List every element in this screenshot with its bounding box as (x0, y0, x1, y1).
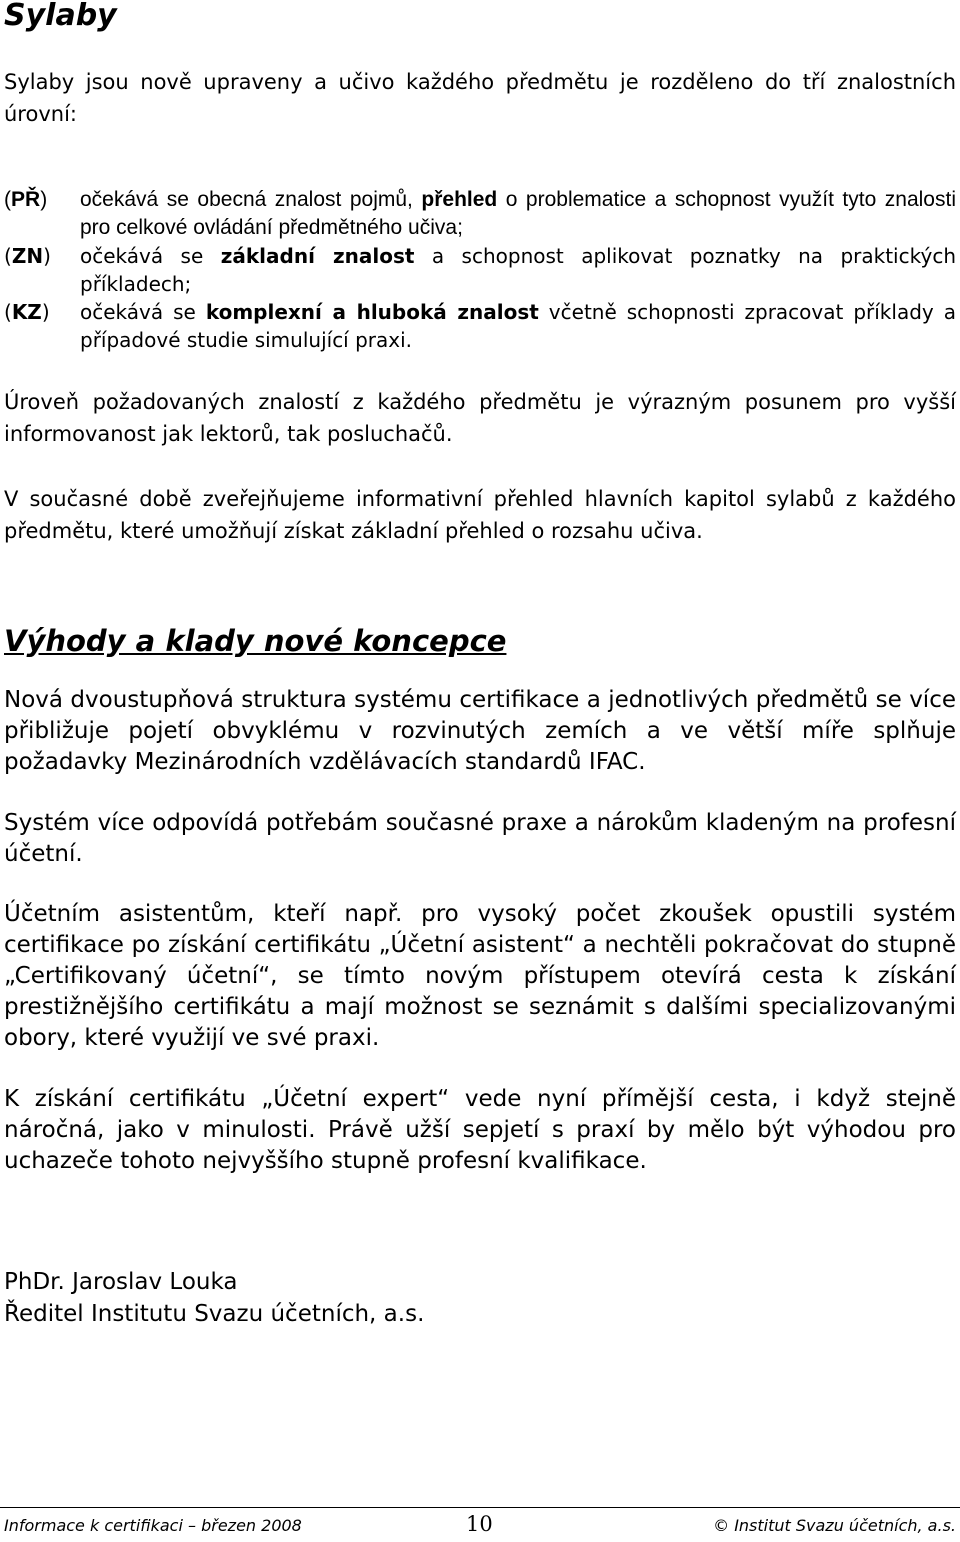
knowledge-levels-list (4, 186, 956, 354)
level-code: (PŘ) (4, 188, 48, 211)
footer-right-text: Institut Svazu účetních, a.s. (734, 1516, 956, 1535)
signature-name: PhDr. Jaroslav Louka (4, 1269, 238, 1295)
footer-right (713, 1512, 956, 1540)
page-number: 10 (466, 1512, 493, 1536)
current-overview-paragraph: V současné době zveřejňujeme informativní přehled hlavních kapitol sylabů z každého předmětu, které umožňují získat základní přehled o rozsahu učiva. (4, 487, 956, 543)
level-item-kz: (KZ) očekává se komplexní a hluboká znalost včetně schopnosti zpracovat příklady a případové studie simulující praxi. (4, 300, 956, 352)
expert-paragraph: K získání certifikátu „Účetní expert“ vede nyní přímější cesta, i když stejně náročná, jako v minulosti. Právě užší sepjetí s praxí by mělo být výhodou pro uchazeče tohoto nejvyššího stupně profesní kvalifikace. (4, 1086, 956, 1174)
level-item-pr: (PŘ) očekává se obecná znalost pojmů, přehled o problematice a schopnost využít tyto znalosti pro celkové ovládání předmětného učiva; (4, 188, 956, 239)
level-paragraph: Úroveň požadovaných znalostí z každého předmětu je výrazným posunem pro vyšší informovanost jak lektorů, tak posluchačů. (4, 390, 956, 446)
level-code: (KZ) (4, 300, 50, 324)
copyright-icon: © (713, 1516, 730, 1535)
page-footer (0, 1512, 960, 1542)
assistant-paragraph: Účetním asistentům, kteří např. pro vysoký počet zkoušek opustili systém certifikace po získání certifikátu „Účetní asistent“ a nechtěli pokračovat do stupně „Certifikovaný účetní“, se tímto novým přístupem otevírá cesta k získání prestižnějšího certifikátu a mají možnost se seznámit s dalšími specializovanými obory, které využijí ve své praxi. (4, 901, 956, 1051)
system-paragraph: Systém více odpovídá potřebám současné praxe a nárokům kladeným na profesní účetní. (4, 810, 956, 867)
level-code: (ZN) (4, 244, 51, 268)
new-structure-paragraph: Nová dvoustupňová struktura systému certifikace a jednotlivých předmětů se více přibližuje pojetí obvyklému v rozvinutých zemích a ve větší míře splňuje požadavky Mezinárodních vzdělávacích standardů IFAC. (4, 687, 956, 775)
footer-left-text: Informace k certifikaci – březen 2008 (4, 1516, 302, 1535)
intro-paragraph: Sylaby jsou nově upraveny a učivo každého předmětu je rozděleno do tří znalostních úrovní: (4, 70, 956, 126)
signature-block (4, 1266, 424, 1330)
signature-role: Ředitel Institutu Svazu účetních, a.s. (4, 1301, 425, 1327)
level-item-zn: (ZN) očekává se základní znalost a schopnost aplikovat poznatky na praktických příkladech; (4, 244, 956, 296)
page-heading: Sylaby (4, 0, 117, 33)
section-heading: Výhody a klady nové koncepce (4, 624, 507, 658)
footer-divider (0, 1507, 960, 1508)
